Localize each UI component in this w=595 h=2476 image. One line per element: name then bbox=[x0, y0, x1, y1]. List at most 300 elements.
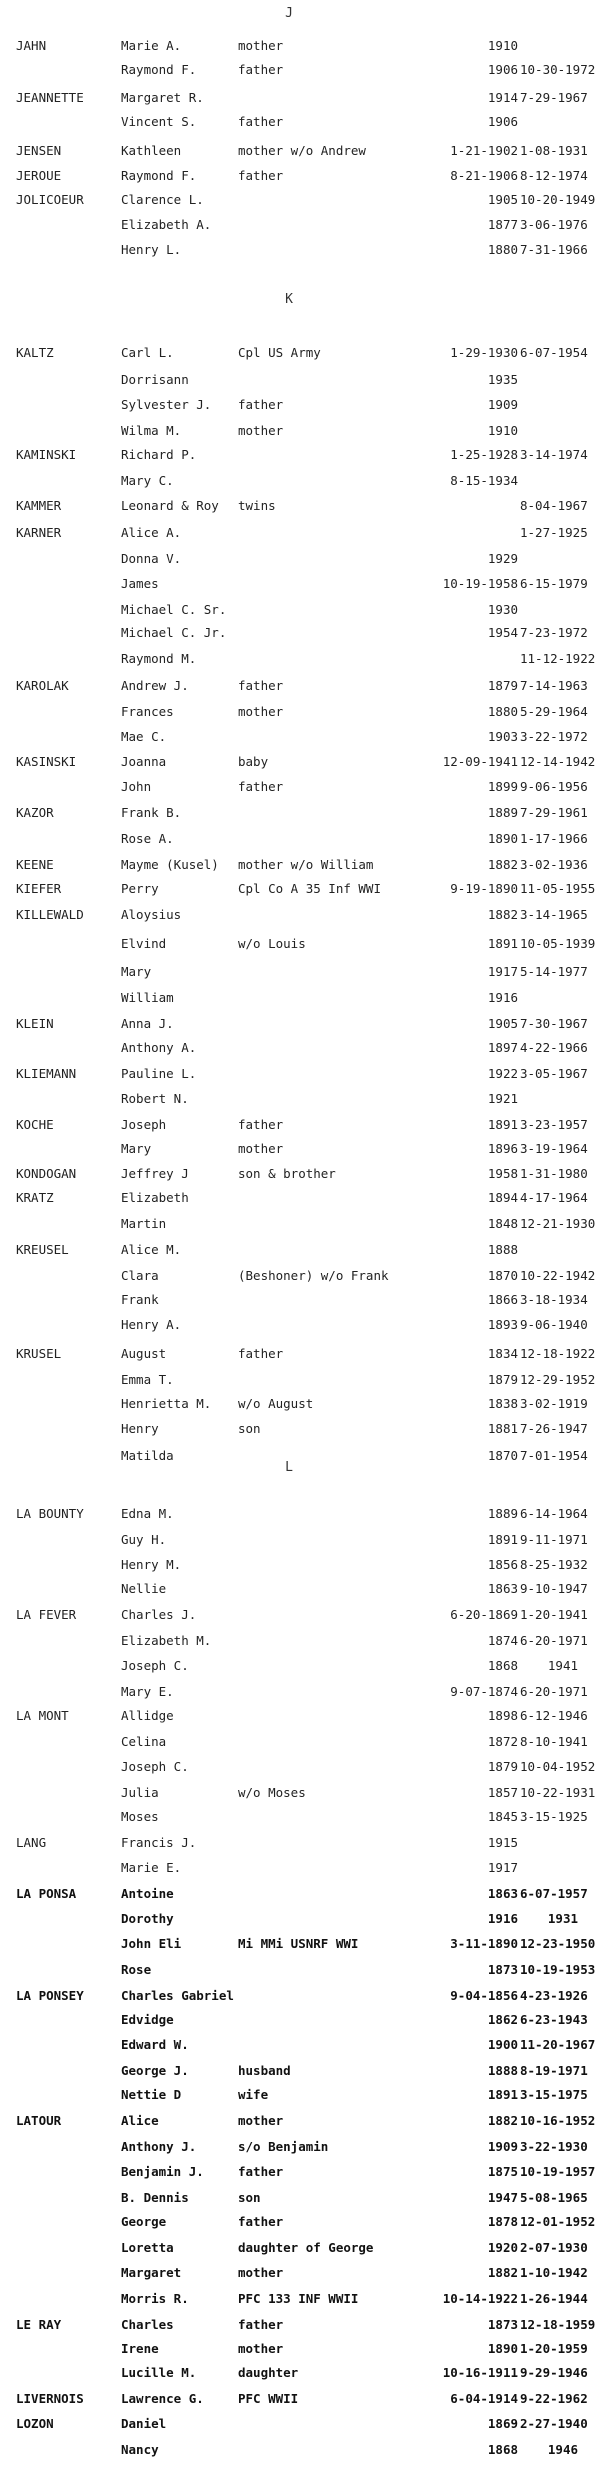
record-given: Charles J. bbox=[121, 1607, 197, 1622]
record-given: August bbox=[121, 1346, 167, 1361]
burial-record-row bbox=[0, 650, 595, 668]
record-given: Marie E. bbox=[121, 1860, 182, 1875]
record-given: John bbox=[121, 779, 152, 794]
burial-record-row bbox=[0, 1987, 588, 2005]
burial-record-row bbox=[0, 37, 578, 55]
record-birth: 9-07-1874 bbox=[450, 1684, 518, 1699]
record-death: 11-05-1955 bbox=[520, 881, 595, 896]
record-birth: 1-29-1930 bbox=[450, 345, 518, 360]
record-given: James bbox=[121, 576, 159, 591]
record-birth: 1909 bbox=[487, 2139, 518, 2154]
record-given: Edvidge bbox=[121, 2012, 174, 2027]
record-death: 12-14-1942 bbox=[520, 754, 595, 769]
record-given: Edward W. bbox=[121, 2037, 189, 2052]
record-death: 3-02-1919 bbox=[520, 1396, 588, 1411]
record-surname: KIEFER bbox=[16, 881, 62, 896]
record-surname: KREUSEL bbox=[16, 1242, 69, 1257]
burial-record-row bbox=[0, 856, 588, 874]
record-death: 3-15-1925 bbox=[520, 1809, 588, 1824]
record-death: 3-23-1957 bbox=[520, 1117, 588, 1132]
record-birth: 6-20-1869 bbox=[450, 1607, 518, 1622]
record-birth: 1898 bbox=[487, 1708, 518, 1723]
record-death: 7-23-1972 bbox=[520, 625, 588, 640]
record-birth: 1891 bbox=[487, 2087, 518, 2102]
record-given: Elizabeth M. bbox=[121, 1633, 212, 1648]
record-note: PFC 133 INF WWII bbox=[238, 2291, 359, 2306]
burial-record-row bbox=[0, 778, 588, 796]
burial-record-row bbox=[0, 1707, 588, 1725]
record-birth: 1845 bbox=[487, 1809, 518, 1824]
record-note: twins bbox=[238, 498, 276, 513]
record-given: Margaret R. bbox=[121, 90, 204, 105]
record-given: Morris R. bbox=[121, 2291, 189, 2306]
burial-record-row bbox=[0, 167, 588, 185]
record-death: 8-25-1932 bbox=[520, 1557, 588, 1572]
burial-record-row bbox=[0, 1632, 588, 1650]
burial-record-row bbox=[0, 804, 588, 822]
record-death: 5-08-1965 bbox=[520, 2190, 588, 2205]
record-death: 12-18-1959 bbox=[520, 2317, 595, 2332]
record-note: PFC WWII bbox=[238, 2391, 299, 2406]
record-note: mother bbox=[238, 2265, 284, 2280]
record-given: Michael C. Jr. bbox=[121, 625, 227, 640]
burial-record-row bbox=[0, 1580, 588, 1598]
burial-record-row bbox=[0, 1165, 588, 1183]
record-birth: 3-11-1890 bbox=[450, 1936, 518, 1951]
record-note: daughter of George bbox=[238, 2240, 374, 2255]
record-birth: 1875 bbox=[487, 2164, 518, 2179]
record-given: Carl L. bbox=[121, 345, 174, 360]
burial-record-row bbox=[0, 1961, 595, 1979]
record-given: B. Dennis bbox=[121, 2190, 189, 2205]
record-note: father bbox=[238, 678, 284, 693]
record-birth: 1868 bbox=[487, 2442, 518, 2457]
record-given: George bbox=[121, 2214, 167, 2229]
burial-record-row bbox=[0, 2415, 588, 2433]
burial-record-row bbox=[0, 1420, 588, 1438]
burial-record-row bbox=[0, 1267, 595, 1285]
record-birth: 1-25-1928 bbox=[450, 447, 518, 462]
record-birth: 1879 bbox=[487, 1759, 518, 1774]
burial-record-row bbox=[0, 1556, 588, 1574]
burial-record-row bbox=[0, 703, 588, 721]
record-surname: LATOUR bbox=[16, 2113, 62, 2128]
record-birth: 1868 bbox=[487, 1658, 518, 1673]
burial-record-row bbox=[0, 344, 588, 362]
record-birth: 1872 bbox=[487, 1734, 518, 1749]
burial-record-row bbox=[0, 2011, 588, 2029]
record-death: 3-19-1964 bbox=[520, 1141, 588, 1156]
record-surname: LOZON bbox=[16, 2416, 54, 2431]
record-death: 7-14-1963 bbox=[520, 678, 588, 693]
record-birth: 10-14-1922 bbox=[442, 2291, 518, 2306]
record-surname: KAMMER bbox=[16, 498, 62, 513]
record-birth: 1869 bbox=[487, 2416, 518, 2431]
record-birth: 1889 bbox=[487, 805, 518, 820]
burial-record-row bbox=[0, 446, 588, 464]
record-given: Frank B. bbox=[121, 805, 182, 820]
record-death: 6-12-1946 bbox=[520, 1708, 588, 1723]
record-note: father bbox=[238, 397, 284, 412]
record-birth: 1880 bbox=[487, 242, 518, 257]
record-death: 10-19-1953 bbox=[520, 1962, 595, 1977]
burial-record-row bbox=[0, 1733, 588, 1751]
burial-record-row bbox=[0, 1215, 595, 1233]
record-death: 1931 bbox=[547, 1911, 578, 1926]
record-birth: 1958 bbox=[487, 1166, 518, 1181]
burial-record-row bbox=[0, 524, 588, 542]
burial-record-row bbox=[0, 677, 588, 695]
record-death: 1-27-1925 bbox=[520, 525, 588, 540]
record-death: 9-22-1962 bbox=[520, 2391, 588, 2406]
record-death: 7-30-1967 bbox=[520, 1016, 588, 1031]
record-death: 4-22-1966 bbox=[520, 1040, 588, 1055]
burial-record-row bbox=[0, 2264, 588, 2282]
record-birth: 1882 bbox=[487, 2265, 518, 2280]
record-death: 5-14-1977 bbox=[520, 964, 588, 979]
record-note: husband bbox=[238, 2063, 291, 2078]
record-birth: 1897 bbox=[487, 1040, 518, 1055]
record-death: 1-20-1959 bbox=[520, 2341, 588, 2356]
burial-record-row bbox=[0, 142, 588, 160]
record-given: Lawrence G. bbox=[121, 2391, 204, 2406]
record-death: 8-19-1971 bbox=[520, 2063, 588, 2078]
record-death: 12-18-1922 bbox=[520, 1346, 595, 1361]
record-given: Dorothy bbox=[121, 1911, 174, 1926]
record-birth: 10-16-1911 bbox=[442, 2365, 518, 2380]
burial-record-row bbox=[0, 1683, 588, 1701]
record-death: 9-06-1940 bbox=[520, 1317, 588, 1332]
record-birth: 8-15-1934 bbox=[450, 473, 518, 488]
record-birth: 1930 bbox=[487, 602, 518, 617]
record-given: Joanna bbox=[121, 754, 167, 769]
record-note: father bbox=[238, 1346, 284, 1361]
record-death: 11-20-1967 bbox=[520, 2037, 595, 2052]
burial-record-row bbox=[0, 1910, 578, 1928]
record-surname: LANG bbox=[16, 1835, 47, 1850]
section-letter-heading: K bbox=[285, 292, 293, 307]
burial-record-row bbox=[0, 89, 588, 107]
record-note: daughter bbox=[238, 2365, 299, 2380]
record-given: Lucille M. bbox=[121, 2365, 197, 2380]
record-death: 3-14-1965 bbox=[520, 907, 588, 922]
record-birth: 1866 bbox=[487, 1292, 518, 1307]
record-death: 1-10-1942 bbox=[520, 2265, 588, 2280]
record-death: 6-15-1979 bbox=[520, 576, 588, 591]
burial-record-row bbox=[0, 1885, 588, 1903]
record-surname: KARNER bbox=[16, 525, 62, 540]
record-given: Joseph C. bbox=[121, 1658, 189, 1673]
record-given: Kathleen bbox=[121, 143, 182, 158]
record-birth: 1935 bbox=[487, 372, 518, 387]
burial-record-row bbox=[0, 830, 588, 848]
record-given: Pauline L. bbox=[121, 1066, 197, 1081]
record-given: Raymond M. bbox=[121, 651, 197, 666]
record-birth: 1856 bbox=[487, 1557, 518, 1572]
record-death: 6-20-1971 bbox=[520, 1684, 588, 1699]
record-given: Robert N. bbox=[121, 1091, 189, 1106]
burial-record-row bbox=[0, 2340, 588, 2358]
record-birth: 1954 bbox=[487, 625, 518, 640]
record-given: Benjamin J. bbox=[121, 2164, 204, 2179]
record-death: 1-26-1944 bbox=[520, 2291, 588, 2306]
record-given: Mary bbox=[121, 1141, 152, 1156]
record-given: Clarence L. bbox=[121, 192, 204, 207]
record-death: 3-05-1967 bbox=[520, 1066, 588, 1081]
record-note: son bbox=[238, 2190, 261, 2205]
burial-record-row bbox=[0, 113, 578, 131]
record-death: 3-15-1975 bbox=[520, 2087, 588, 2102]
record-death: 6-07-1957 bbox=[520, 1886, 588, 1901]
burial-record-row bbox=[0, 241, 588, 259]
record-birth: 1922 bbox=[487, 1066, 518, 1081]
record-given: Raymond F. bbox=[121, 168, 197, 183]
record-birth: 1915 bbox=[487, 1835, 518, 1850]
record-death: 12-01-1952 bbox=[520, 2214, 595, 2229]
record-surname: KONDOGAN bbox=[16, 1166, 77, 1181]
record-death: 10-19-1957 bbox=[520, 2164, 595, 2179]
burial-record-row bbox=[0, 2364, 588, 2382]
record-death: 1946 bbox=[547, 2442, 578, 2457]
burial-record-row bbox=[0, 989, 578, 1007]
burial-record-row bbox=[0, 2112, 595, 2130]
record-death: 3-14-1974 bbox=[520, 447, 588, 462]
burial-record-row bbox=[0, 1935, 595, 1953]
record-birth: 1870 bbox=[487, 1268, 518, 1283]
record-birth: 1888 bbox=[487, 1242, 518, 1257]
record-birth: 1920 bbox=[487, 2240, 518, 2255]
record-birth: 1903 bbox=[487, 729, 518, 744]
record-given: Francis J. bbox=[121, 1835, 197, 1850]
record-death: 1-31-1980 bbox=[520, 1166, 588, 1181]
burial-record-row bbox=[0, 935, 595, 953]
record-birth: 1910 bbox=[487, 423, 518, 438]
record-birth: 1906 bbox=[487, 114, 518, 129]
record-birth: 12-09-1941 bbox=[442, 754, 518, 769]
record-death: 10-22-1931 bbox=[520, 1785, 595, 1800]
burial-record-row bbox=[0, 1758, 595, 1776]
record-surname: KAMINSKI bbox=[16, 447, 77, 462]
record-birth: 1905 bbox=[487, 192, 518, 207]
record-given: Edna M. bbox=[121, 1506, 174, 1521]
record-death: 1-20-1941 bbox=[520, 1607, 588, 1622]
record-death: 3-18-1934 bbox=[520, 1292, 588, 1307]
record-death: 9-10-1947 bbox=[520, 1581, 588, 1596]
record-death: 7-01-1954 bbox=[520, 1448, 588, 1463]
record-birth: 1870 bbox=[487, 1448, 518, 1463]
record-surname: KOCHE bbox=[16, 1117, 54, 1132]
record-death: 7-26-1947 bbox=[520, 1421, 588, 1436]
record-given: Charles bbox=[121, 2317, 174, 2332]
burial-record-row bbox=[0, 601, 578, 619]
record-given: Nancy bbox=[121, 2442, 159, 2457]
burial-record-row bbox=[0, 61, 595, 79]
burial-record-row bbox=[0, 472, 578, 490]
burial-record-row bbox=[0, 422, 578, 440]
record-note: mother bbox=[238, 2341, 284, 2356]
record-birth: 1947 bbox=[487, 2190, 518, 2205]
record-birth: 1880 bbox=[487, 704, 518, 719]
record-given: Margaret bbox=[121, 2265, 182, 2280]
record-birth: 1879 bbox=[487, 1372, 518, 1387]
record-note: mother w/o Andrew bbox=[238, 143, 366, 158]
record-given: William bbox=[121, 990, 174, 1005]
record-death: 10-30-1972 bbox=[520, 62, 595, 77]
section-letter-heading: J bbox=[285, 6, 293, 21]
record-birth: 1878 bbox=[487, 2214, 518, 2229]
record-given: Wilma M. bbox=[121, 423, 182, 438]
record-birth: 1894 bbox=[487, 1190, 518, 1205]
record-birth: 1929 bbox=[487, 551, 518, 566]
record-death: 3-06-1976 bbox=[520, 217, 588, 232]
record-death: 9-29-1946 bbox=[520, 2365, 588, 2380]
record-given: Matilda bbox=[121, 1448, 174, 1463]
record-given: Sylvester J. bbox=[121, 397, 212, 412]
burial-record-row bbox=[0, 1291, 588, 1309]
record-surname: JEROUE bbox=[16, 168, 62, 183]
record-note: Mi MMi USNRF WWI bbox=[238, 1936, 359, 1951]
record-given: Nellie bbox=[121, 1581, 167, 1596]
record-note: father bbox=[238, 1117, 284, 1132]
record-birth: 1873 bbox=[487, 2317, 518, 2332]
record-death: 8-12-1974 bbox=[520, 168, 588, 183]
record-death: 12-21-1930 bbox=[520, 1216, 595, 1231]
record-death: 10-16-1952 bbox=[520, 2113, 595, 2128]
record-note: father bbox=[238, 2214, 284, 2229]
record-given: Michael C. Sr. bbox=[121, 602, 227, 617]
record-surname: KRATZ bbox=[16, 1190, 54, 1205]
record-birth: 1888 bbox=[487, 2063, 518, 2078]
record-surname: KRUSEL bbox=[16, 1346, 62, 1361]
record-surname: LA FEVER bbox=[16, 1607, 77, 1622]
record-note: s/o Benjamin bbox=[238, 2139, 329, 2154]
record-death: 8-10-1941 bbox=[520, 1734, 588, 1749]
record-birth: 1899 bbox=[487, 779, 518, 794]
burial-record-row bbox=[0, 2239, 588, 2257]
record-given: Anna J. bbox=[121, 1016, 174, 1031]
record-death: 6-07-1954 bbox=[520, 345, 588, 360]
record-surname: KASINSKI bbox=[16, 754, 77, 769]
record-death: 10-20-1949 bbox=[520, 192, 595, 207]
record-given: Henry bbox=[121, 1421, 159, 1436]
record-given: Loretta bbox=[121, 2240, 174, 2255]
burial-record-row bbox=[0, 1859, 578, 1877]
record-given: Mary E. bbox=[121, 1684, 174, 1699]
record-given: Rose bbox=[121, 1962, 152, 1977]
record-surname: KEENE bbox=[16, 857, 54, 872]
burial-record-row bbox=[0, 2189, 588, 2207]
record-birth: 1916 bbox=[487, 990, 518, 1005]
record-death: 7-29-1961 bbox=[520, 805, 588, 820]
burial-record-row bbox=[0, 880, 595, 898]
record-birth: 1889 bbox=[487, 1506, 518, 1521]
record-surname: LA PONSA bbox=[16, 1886, 77, 1901]
record-given: Dorrisann bbox=[121, 372, 189, 387]
record-note: mother bbox=[238, 38, 284, 53]
record-death: 4-17-1964 bbox=[520, 1190, 588, 1205]
record-given: Martin bbox=[121, 1216, 167, 1231]
record-note: mother bbox=[238, 2113, 284, 2128]
record-birth: 1863 bbox=[487, 1581, 518, 1596]
record-note: mother bbox=[238, 704, 284, 719]
record-given: Aloysius bbox=[121, 907, 182, 922]
record-given: Elizabeth bbox=[121, 1190, 189, 1205]
record-note: mother w/o William bbox=[238, 857, 374, 872]
record-given: Charles Gabriel bbox=[121, 1988, 234, 2003]
record-given: Julia bbox=[121, 1785, 159, 1800]
record-surname: KLEIN bbox=[16, 1016, 54, 1031]
record-given: Andrew J. bbox=[121, 678, 189, 693]
record-surname: LA PONSEY bbox=[16, 1988, 84, 2003]
record-note: w/o Moses bbox=[238, 1785, 306, 1800]
record-note: father bbox=[238, 114, 284, 129]
record-birth: 1917 bbox=[487, 964, 518, 979]
burial-record-row bbox=[0, 550, 578, 568]
record-death: 10-22-1942 bbox=[520, 1268, 595, 1283]
record-birth: 1862 bbox=[487, 2012, 518, 2027]
record-surname: JEANNETTE bbox=[16, 90, 84, 105]
record-given: Mary C. bbox=[121, 473, 174, 488]
record-birth: 1891 bbox=[487, 1532, 518, 1547]
burial-record-row bbox=[0, 1065, 588, 1083]
record-note: w/o August bbox=[238, 1396, 314, 1411]
record-death: 6-20-1971 bbox=[520, 1633, 588, 1648]
record-birth: 1874 bbox=[487, 1633, 518, 1648]
record-given: Raymond F. bbox=[121, 62, 197, 77]
record-birth: 1893 bbox=[487, 1317, 518, 1332]
section-letter-heading: L bbox=[285, 1460, 293, 1475]
record-given: Mary bbox=[121, 964, 152, 979]
record-birth: 1891 bbox=[487, 1117, 518, 1132]
record-birth: 1890 bbox=[487, 2341, 518, 2356]
burial-record-row bbox=[0, 1090, 578, 1108]
record-surname: JOLICOEUR bbox=[16, 192, 84, 207]
record-given: Henry L. bbox=[121, 242, 182, 257]
record-given: Henry A. bbox=[121, 1317, 182, 1332]
record-death: 12-29-1952 bbox=[520, 1372, 595, 1387]
record-death: 10-05-1939 bbox=[520, 936, 595, 951]
record-given: Vincent S. bbox=[121, 114, 197, 129]
record-given: Frank bbox=[121, 1292, 159, 1307]
record-note: Cpl Co A 35 Inf WWI bbox=[238, 881, 381, 896]
record-note: wife bbox=[238, 2087, 269, 2102]
record-note: son & brother bbox=[238, 1166, 336, 1181]
record-birth: 1916 bbox=[487, 1911, 518, 1926]
burial-record-row bbox=[0, 2290, 588, 2308]
record-note: mother bbox=[238, 1141, 284, 1156]
record-surname: LE RAY bbox=[16, 2317, 62, 2332]
burial-record-row bbox=[0, 728, 588, 746]
record-given: Elvind bbox=[121, 936, 167, 951]
record-birth: 1906 bbox=[487, 62, 518, 77]
record-note: father bbox=[238, 2317, 284, 2332]
record-death: 3-22-1930 bbox=[520, 2139, 588, 2154]
record-note: w/o Louis bbox=[238, 936, 306, 951]
burial-record-row bbox=[0, 2062, 588, 2080]
record-given: Anthony J. bbox=[121, 2139, 197, 2154]
record-given: Anthony A. bbox=[121, 1040, 197, 1055]
record-death: 1-17-1966 bbox=[520, 831, 588, 846]
record-birth: 9-19-1890 bbox=[450, 881, 518, 896]
record-death: 3-22-1972 bbox=[520, 729, 588, 744]
record-birth: 6-04-1914 bbox=[450, 2391, 518, 2406]
record-death: 4-23-1926 bbox=[520, 1988, 588, 2003]
record-death: 11-12-1922 bbox=[520, 651, 595, 666]
record-given: Mayme (Kusel) bbox=[121, 857, 219, 872]
record-death: 9-06-1956 bbox=[520, 779, 588, 794]
record-birth: 1877 bbox=[487, 217, 518, 232]
burial-record-row bbox=[0, 1241, 578, 1259]
